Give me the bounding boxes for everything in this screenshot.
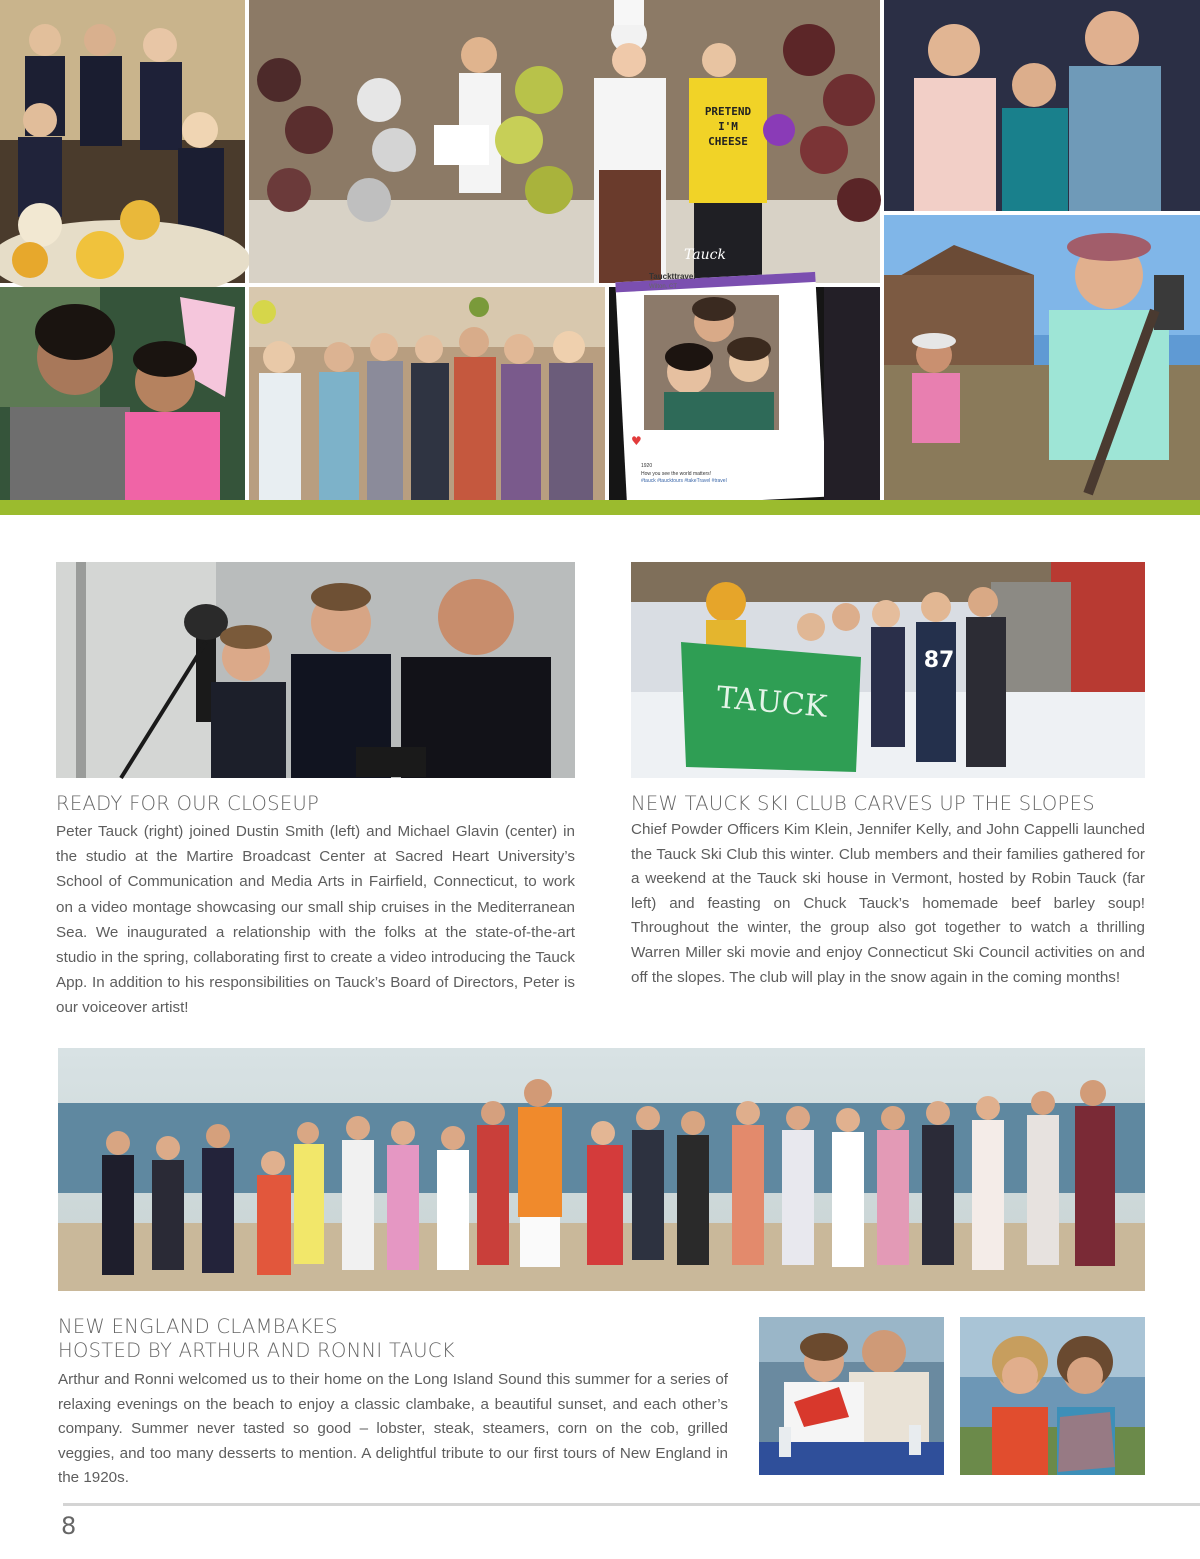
photo-mother-and-child (0, 287, 245, 500)
article-body-ski-club: Chief Powder Officers Kim Klein, Jennifer Kelly, and John Cappelli launched the Tauck Ski Club this winter. Club members and their families gathered for a weekend at the Tauck ski house in Vermont, hosted by Robin Tauck (far left) and feasting on Chuck Tauck’s homemade beef barley soup! Throughout the winter, the group also got together to watch a thrilling Warren Miller ski movie and enjoy Connecticut Ski Council activities on and off the slopes. The club will play in the snow again in the coming months! (631, 821, 1145, 986)
shirt-text-line-1: PRETEND (704, 105, 752, 118)
article-body-clambake: Arthur and Ronni welcomed us to their home on the Long Island Sound this summer for a series of relaxing evenings on the beach to enjoy a classic clambake, a beautiful sunset, and each other’s company. Summer never tasted so good – lobster, steak, steamers, corn on the cob, grilled veggies, and too many desserts to mention. A delightful tribute to our first tours of New England in the 1920s. (58, 1371, 728, 1487)
article-heading-clambake-line-2: HOSTED BY ARTHUR AND RONNI TAUCK (58, 1339, 455, 1362)
accent-divider-bar (0, 500, 1200, 515)
photo-recording-studio (56, 562, 575, 778)
photo-clambake-group (58, 1048, 1145, 1291)
instagram-handle: Tauckttravel (649, 272, 696, 281)
photo-ski-club-flag (631, 562, 1145, 778)
article-heading-ski-club: NEW TAUCK SKI CLUB CARVES UP THE SLOPES (631, 792, 1095, 815)
footer-rule (63, 1503, 1200, 1506)
photo-group-toast (249, 287, 605, 500)
svg-text:87: 87 (923, 648, 955, 673)
instagram-likes: 1920 (641, 463, 653, 469)
instagram-hashtags: #tauck #taucktours #takeTravel #travel (641, 478, 727, 484)
ski-flag-text: TAUCK (715, 680, 829, 725)
instagram-caption: How you see the world matters! (641, 471, 712, 477)
article-body-closeup: Peter Tauck (right) joined Dustin Smith (left) and Michael Glavin (center) in the studio at the Martire Broadcast Center at Sacred Heart University’s School of Communication and Media Arts in Fairfield, Connecticut, to work on a video montage showcasing our small ship cruises in the Mediterranean Sea. We inaugurated a relationship with the folks at the state-of-the-art studio in the spring, collaborating first to create a video introducing the Tauck App. In addition to his responsibilities on Tauck’s Board of Directors, Peter is our voiceover artist! (56, 823, 575, 1017)
instagram-location: Wilton, CT (649, 284, 678, 290)
photo-instagram-frame (609, 247, 880, 500)
photo-family-portrait (884, 0, 1200, 211)
shirt-text-line-2: I'M (718, 120, 738, 133)
svg-text:♥: ♥ (631, 434, 642, 448)
shirt-text-line-3: CHEESE (708, 135, 748, 148)
photo-ladies-with-flowers (0, 0, 245, 283)
article-heading-closeup: READY FOR OUR CLOSEUP (56, 792, 320, 815)
photo-two-women-beach (960, 1317, 1145, 1475)
photo-barn-worker (884, 215, 1200, 500)
photo-couple-lobster (759, 1317, 944, 1475)
article-heading-clambake-line-1: NEW ENGLAND CLAMBAKES (58, 1315, 338, 1338)
page-number: 8 (61, 1512, 77, 1540)
instagram-brand: Tauck (684, 247, 726, 263)
photo-costume-party (249, 0, 880, 283)
